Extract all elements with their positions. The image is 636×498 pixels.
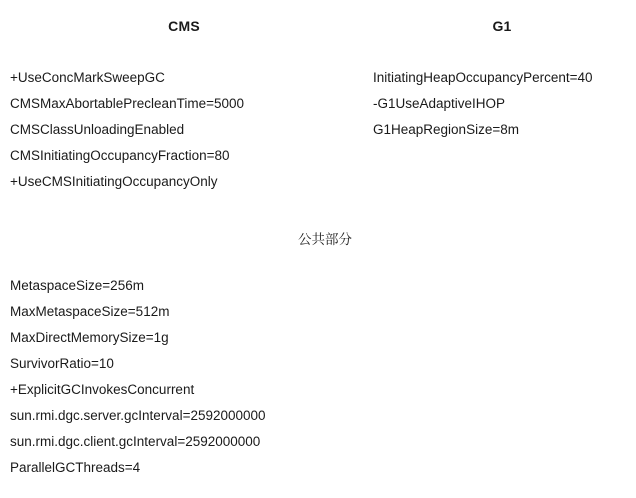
cms-option-list (10, 65, 368, 195)
gc-columns (0, 0, 636, 195)
list-item: +UseCMSInitiatingOccupancyOnly (10, 174, 218, 189)
list-item: CMSInitiatingOccupancyFraction=80 (10, 148, 230, 163)
g1-column-title: G1 (492, 18, 512, 34)
list-item: CMSMaxAbortablePrecleanTime=5000 (10, 96, 244, 111)
list-item: MetaspaceSize=256m (10, 278, 144, 293)
list-item: -G1UseAdaptiveIHOP (373, 96, 506, 111)
list-item: sun.rmi.dgc.server.gcInterval=2592000000 (10, 408, 266, 423)
list-item: InitiatingHeapOccupancyPercent=40 (373, 70, 593, 85)
g1-column (368, 0, 636, 195)
list-item: +ExplicitGCInvokesConcurrent (10, 382, 195, 397)
cms-column-title: CMS (168, 18, 200, 34)
g1-option-list (373, 65, 636, 143)
list-item: sun.rmi.dgc.client.gcInterval=2592000000 (10, 434, 261, 449)
list-item: CMSClassUnloadingEnabled (10, 122, 185, 137)
common-section (0, 228, 636, 481)
common-section-title: 公共部分 (298, 232, 352, 247)
list-item: MaxDirectMemorySize=1g (10, 330, 169, 345)
list-item: SurvivorRatio=10 (10, 356, 114, 371)
cms-column (0, 0, 368, 195)
list-item: ParallelGCThreads=4 (10, 460, 141, 475)
list-item: MaxMetaspaceSize=512m (10, 304, 170, 319)
list-item: G1HeapRegionSize=8m (373, 122, 519, 137)
list-item: +UseConcMarkSweepGC (10, 70, 165, 85)
common-option-list (0, 273, 636, 481)
